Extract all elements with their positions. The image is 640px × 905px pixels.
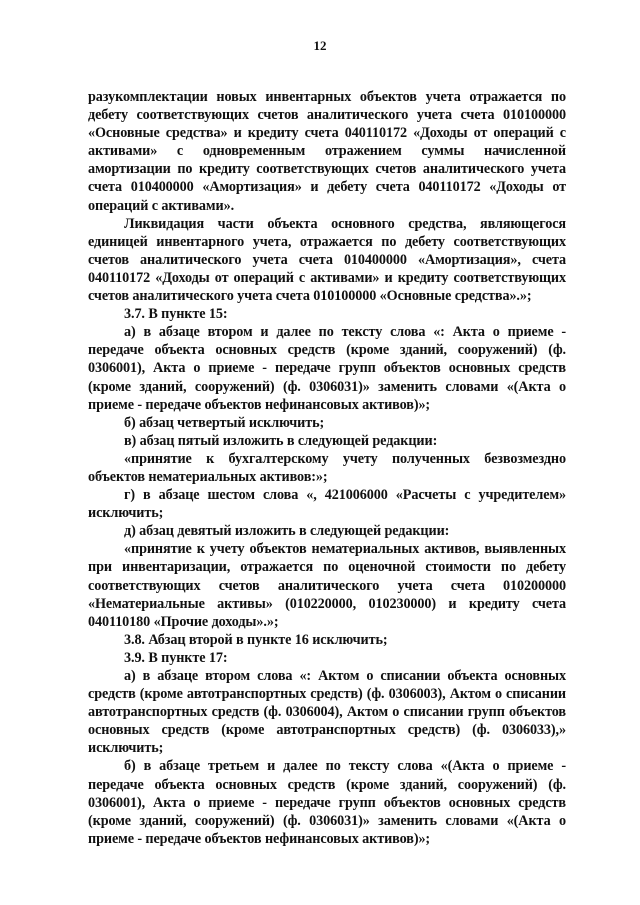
paragraph: в) абзац пятый изложить в следующей редакции: [124, 432, 438, 449]
page-number: 12 [313, 38, 327, 53]
paragraph: г) в абзаце шестом слова «, 421006000 «Расчеты с учредителем» исключить; [88, 487, 566, 522]
paragraph: разукомплектации новых инвентарных объектов учета отражается по дебету соответствующих счетов аналитического учета счета 010100000 «Основные средства» и кредиту счета 040110172 «Доходы от операций с активами» с одновременным отражением суммы начисленной амортизации по кредиту соответствующих счетов аналитического учета счета 010400000 «Амортизация» и дебету счета 040110172 «Доходы от операций с активами». [88, 89, 566, 214]
section-heading: 3.8. Абзац второй в пункте 16 исключить; [124, 631, 388, 648]
paragraph: б) абзац четвертый исключить; [124, 414, 325, 431]
paragraph: б) в абзаце третьем и далее по тексту слова «(Акта о приеме - передаче объекта основных средств (кроме зданий, сооружений) (ф. 0306001), Акта о приеме - передаче групп объектов основных средств (кроме зданий, сооружений) (ф. 0306031)» заменить словами «(Акта о приеме - передаче объектов нефинансовых активов)»; [88, 758, 566, 847]
paragraph: Ликвидация части объекта основного средства, являющегося единицей инвентарного учета, отражается по дебету соответствующих счетов аналитического учета счета 010400000 «Амортизация», счета 040110172 «Доходы от операций с активами» и кредиту соответствующих счетов аналитического учета счета 010100000 «Основные средства».»; [88, 215, 566, 305]
paragraph: а) в абзаце втором слова «: Актом о списании объекта основных средств (кроме автотранспортных средств) (ф. 0306003), Актом о списании автотранспортных средств (ф. 0306004), Актом о списании групп объектов основных средств (кроме автотранспортных средств) (ф. 0306033),» исключить; [88, 668, 566, 757]
paragraph: «принятие к бухгалтерскому учету полученных безвозмездно объектов нематериальных активов:»; [88, 450, 566, 485]
section-heading: 3.9. В пункте 17: [124, 649, 228, 666]
paragraph: д) абзац девятый изложить в следующей редакции: [124, 523, 450, 540]
paragraph: а) в абзаце втором и далее по тексту слова «: Акта о приеме - передаче объекта основных средств (кроме зданий, сооружений) (ф. 0306001), Акта о приеме - передаче групп объектов основных средств (кроме зданий, сооружений) (ф. 0306031)» заменить словами «(Акта о приеме - передаче объектов нефинансовых активов)»; [88, 324, 566, 413]
section-heading: 3.7. В пункте 15: [124, 306, 228, 323]
paragraph: «принятие к учету объектов нематериальных активов, выявленных при инвентаризации, отражается по оценочной стоимости по дебету соответствующих счетов аналитического учета счета 010200000 «Нематериальные активы» (010220000, 010230000) и кредиту счета 040110180 «Прочие доходы».»; [88, 541, 566, 630]
document-text [88, 88, 566, 848]
